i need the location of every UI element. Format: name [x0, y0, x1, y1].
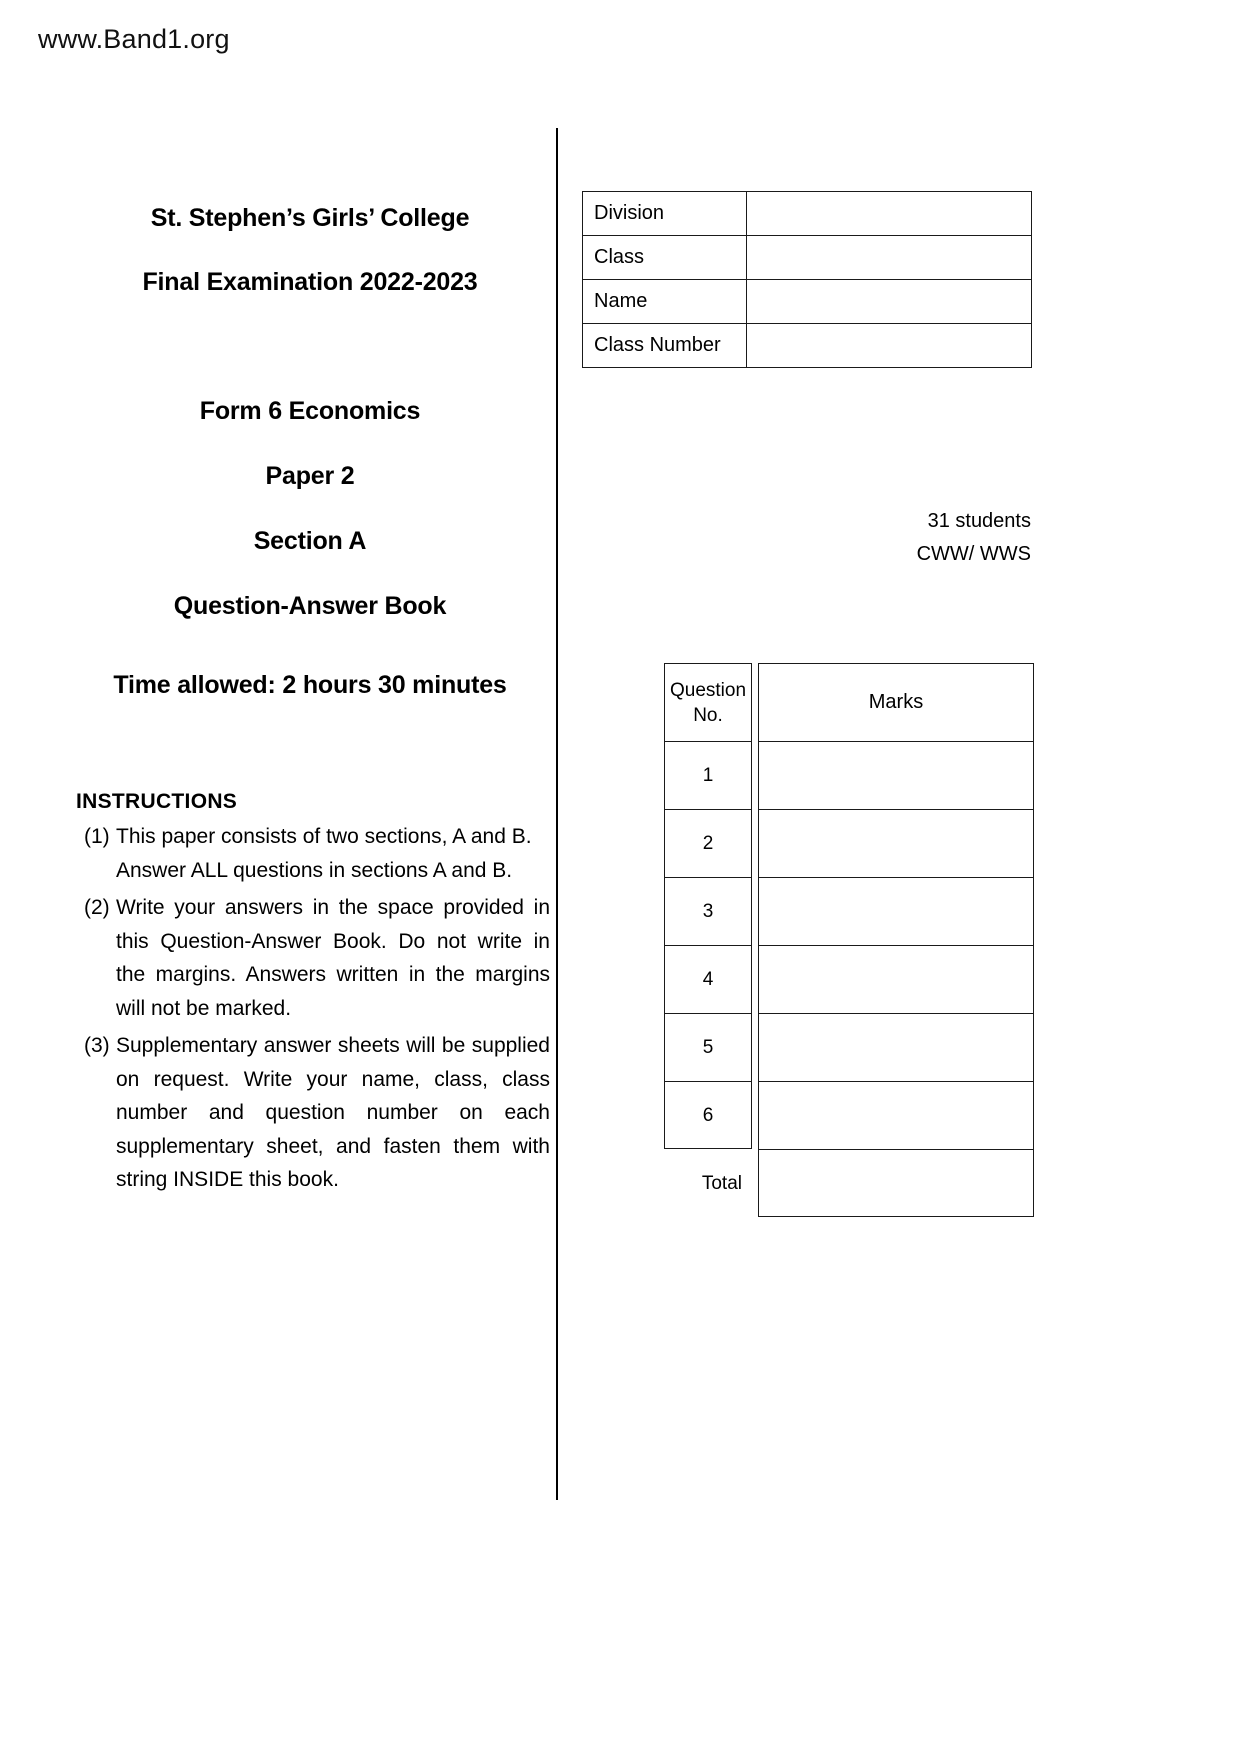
info-field-division[interactable]	[747, 192, 1032, 236]
teacher-codes: CWW/ WWS	[916, 543, 1031, 565]
question-no-header	[664, 663, 752, 741]
question-no-cell: 1	[664, 741, 752, 809]
marks-entry-cell[interactable]	[758, 1013, 1034, 1081]
table-row	[583, 324, 1032, 368]
table-row	[664, 1013, 1034, 1081]
book-type-label: Question-Answer Book	[173, 592, 447, 620]
question-no-cell: 6	[664, 1081, 752, 1149]
info-label-name: Name	[583, 280, 747, 324]
table-row-total	[664, 1149, 1034, 1217]
instructions-block	[70, 790, 550, 1197]
question-no-header-line2: No.	[693, 704, 723, 726]
cover-right-column	[580, 0, 1240, 1754]
marks-table-header-row	[664, 663, 1034, 741]
section-label: Section A	[253, 527, 367, 555]
marks-table	[664, 663, 1034, 1217]
total-marks-cell[interactable]	[758, 1149, 1034, 1217]
instruction-number: (2)	[84, 896, 110, 919]
exam-name: Final Examination 2022-2023	[142, 268, 478, 296]
candidate-info-table	[582, 191, 1032, 368]
marks-entry-cell[interactable]	[758, 1081, 1034, 1149]
site-watermark: www.Band1.org	[38, 24, 230, 54]
instruction-number: (1)	[84, 825, 110, 848]
marks-header: Marks	[758, 663, 1034, 741]
info-field-class[interactable]	[747, 236, 1032, 280]
info-field-class-number[interactable]	[747, 324, 1032, 368]
question-no-cell: 2	[664, 809, 752, 877]
school-name: St. Stephen’s Girls’ College	[150, 204, 470, 232]
instruction-item	[70, 891, 550, 1025]
table-row	[583, 236, 1032, 280]
vertical-divider-line	[556, 128, 558, 1500]
instruction-item	[70, 1029, 550, 1197]
total-label: Total	[701, 1172, 742, 1194]
time-allowed: Time allowed: 2 hours 30 minutes	[113, 671, 507, 699]
marks-entry-cell[interactable]	[758, 877, 1034, 945]
instructions-list	[70, 820, 550, 1197]
marks-entry-cell[interactable]	[758, 741, 1034, 809]
question-no-cell: 5	[664, 1013, 752, 1081]
instruction-text: Supplementary answer sheets will be supplied on request. Write your name, class, class number and question number on each supplementary sheet, and fasten them with string INSIDE this book.	[116, 1034, 550, 1191]
cover-left-column	[70, 180, 550, 1197]
exam-meta-block	[917, 505, 1031, 571]
instruction-item	[70, 820, 550, 887]
instruction-text: Write your answers in the space provided in this Question-Answer Book. Do not write in the margins. Answers written in the margins will not be marked.	[116, 896, 550, 1020]
info-label-class-number: Class Number	[583, 324, 747, 368]
info-field-name[interactable]	[747, 280, 1032, 324]
info-label-division: Division	[583, 192, 747, 236]
info-label-class: Class	[583, 236, 747, 280]
table-row	[664, 877, 1034, 945]
table-row	[664, 1081, 1034, 1149]
instructions-heading: INSTRUCTIONS	[76, 790, 238, 813]
marks-entry-cell[interactable]	[758, 945, 1034, 1013]
paper-number: Paper 2	[265, 462, 355, 490]
table-row	[583, 280, 1032, 324]
table-row	[664, 945, 1034, 1013]
subject-title: Form 6 Economics	[199, 397, 421, 425]
table-row	[664, 741, 1034, 809]
marks-entry-cell[interactable]	[758, 809, 1034, 877]
table-row	[664, 809, 1034, 877]
question-no-cell: 3	[664, 877, 752, 945]
student-count: 31 students	[927, 510, 1031, 532]
question-no-header-line1: Question	[669, 679, 747, 701]
instruction-number: (3)	[84, 1034, 110, 1057]
question-no-cell: 4	[664, 945, 752, 1013]
instruction-text: This paper consists of two sections, A and B. Answer ALL questions in sections A and B.	[116, 825, 532, 882]
table-row	[583, 192, 1032, 236]
